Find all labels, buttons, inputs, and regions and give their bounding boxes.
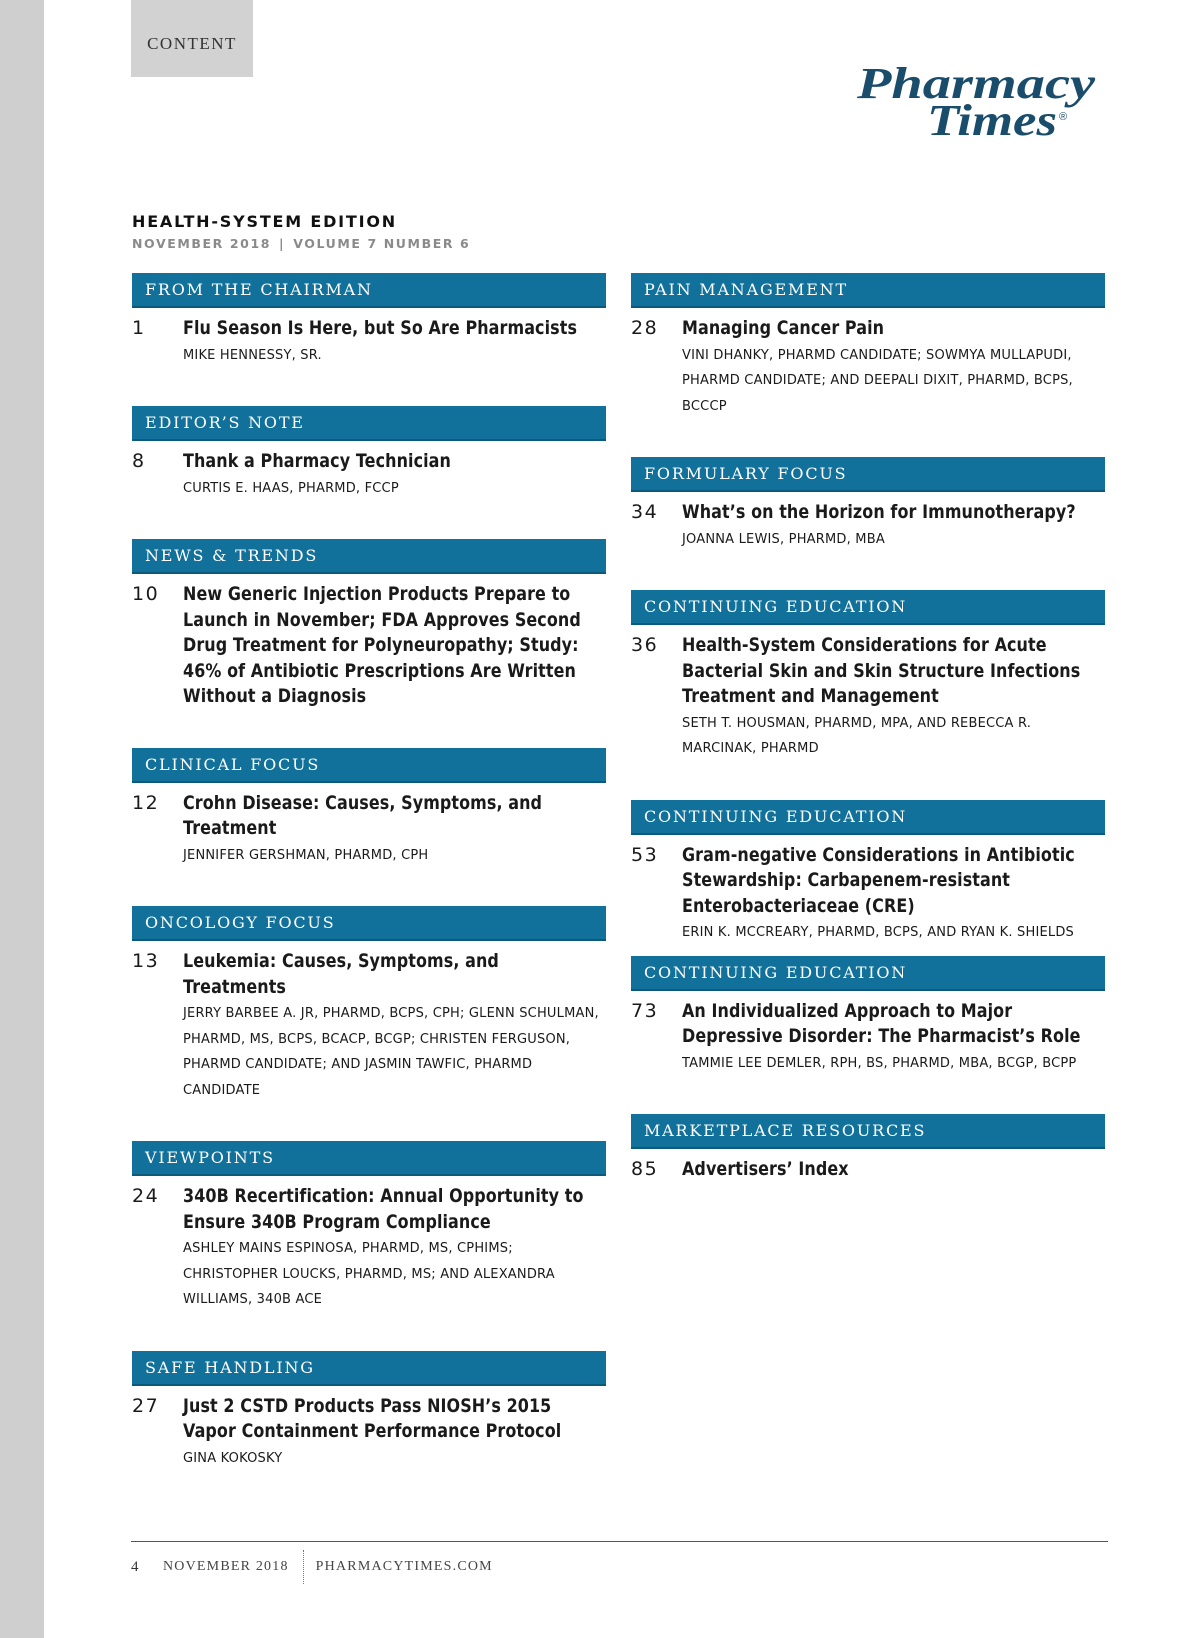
entry-title[interactable]: Gram-negative Considerations in Antibiotic Stewardship: Carbapenem-resistant Enterobacteriaceae (CRE) [682,843,1075,917]
entry-authors: JERRY BARBEE A. JR, PHARMD, BCPS, CPH; GLENN SCHULMAN, PHARMD, MS, BCPS, BCACP, BCGP; CHRISTEN FERGUSON, PHARMD CANDIDATE; AND JASMIN TAWFIC, PHARMD CANDIDATE [183,1006,599,1098]
entry-title[interactable]: Managing Cancer Pain [682,317,885,339]
entry-body [682,1157,1105,1183]
edition-info [132,212,470,251]
entry-page-number: 73 [631,999,659,1022]
entry-body [183,1394,606,1472]
section-heading: VIEWPOINTS [132,1141,606,1176]
entry-page-number: 27 [132,1394,160,1417]
section-heading: FORMULARY FOCUS [631,457,1105,492]
entry-body [682,999,1105,1077]
entry-authors: MIKE HENNESSY, SR. [183,347,322,363]
toc-section [631,800,1105,946]
logo-line2: Times [927,96,1057,145]
section-heading: SAFE HANDLING [132,1351,606,1386]
page-footer [131,1550,493,1584]
toc-entry[interactable] [132,449,606,501]
toc-section [132,748,606,869]
footer-date: NOVEMBER 2018 [163,1559,289,1574]
entry-page-number: 85 [631,1158,659,1180]
section-heading: CONTINUING EDUCATION [631,800,1105,835]
toc-entry[interactable] [631,633,1105,762]
entry-authors: JOANNA LEWIS, PHARMD, MBA [682,531,885,547]
toc-entry[interactable] [132,1184,606,1313]
toc-entry[interactable] [631,500,1105,552]
toc-section [132,1141,606,1313]
entry-authors: TAMMIE LEE DEMLER, RPH, BS, PHARMD, MBA, BCGP, BCPP [682,1055,1077,1071]
entry-authors: VINI DHANKY, PHARMD CANDIDATE; SOWMYA MULLAPUDI, PHARMD CANDIDATE; AND DEEPALI DIXIT, PHARMD, BCPS, BCCCP [682,347,1073,414]
toc-entry[interactable] [132,582,606,710]
entry-body [183,791,606,869]
toc-entry[interactable] [631,1157,1105,1183]
logo-registered: ® [1059,111,1068,123]
entry-authors: CURTIS E. HAAS, PHARMD, FCCP [183,480,399,496]
pharmacy-times-logo [855,58,1105,148]
section-heading: EDITOR’S NOTE [132,406,606,441]
entry-page-number: 13 [132,950,160,972]
section-heading: MARKETPLACE RESOURCES [631,1114,1105,1149]
entry-body [183,449,606,501]
toc-section [631,457,1105,552]
footer-divider [303,1550,304,1584]
toc-section [132,273,606,368]
entry-authors: SETH T. HOUSMAN, PHARMD, MPA, AND REBECCA R. MARCINAK, PHARMD [682,715,1032,756]
entry-title[interactable]: Thank a Pharmacy Technician [183,450,451,472]
entry-title[interactable]: Flu Season Is Here, but So Are Pharmacists [183,317,578,339]
toc-entry[interactable] [631,316,1105,419]
toc-entry[interactable] [132,316,606,368]
toc-entry[interactable] [132,791,606,869]
section-heading: NEWS & TRENDS [132,539,606,574]
toc-section [132,1351,606,1472]
entry-body [682,316,1105,419]
entry-body [682,843,1105,946]
entry-page-number: 53 [631,843,659,866]
entry-page-number: 28 [631,317,659,339]
entry-title[interactable]: 340B Recertification: Annual Opportunity to Ensure 340B Program Compliance [183,1185,584,1233]
entry-body [183,316,606,368]
section-heading: PAIN MANAGEMENT [631,273,1105,308]
entry-body [183,949,606,1103]
edition-volume: VOLUME 7 NUMBER 6 [293,236,471,251]
page-gutter [0,0,44,1638]
entry-authors: ASHLEY MAINS ESPINOSA, PHARMD, MS, CPHIMS; CHRISTOPHER LOUCKS, PHARMD, MS; AND ALEXANDRA WILLIAMS, 340B ACE [183,1241,555,1307]
toc-section [132,406,606,501]
entry-title[interactable]: An Individualized Approach to Major Depressive Disorder: The Pharmacist’s Role [682,999,1081,1047]
entry-page-number: 34 [631,501,659,523]
toc-entry[interactable] [631,999,1105,1077]
entry-title[interactable]: New Generic Injection Products Prepare to Launch in November; FDA Approves Second Drug Treatment for Polyneuropathy; Study: 46% of Antibiotic Prescriptions Are Written Without a Diagnosis [183,583,581,707]
section-heading: CLINICAL FOCUS [132,748,606,783]
section-heading: CONTINUING EDUCATION [631,956,1105,991]
content-tab-label: CONTENT [147,33,237,53]
toc-right-column [631,273,1105,1221]
footer-rule [131,1541,1108,1542]
content-tab [131,0,253,77]
entry-title[interactable]: Just 2 CSTD Products Pass NIOSH’s 2015 Vapor Containment Performance Protocol [183,1394,562,1442]
entry-page-number: 10 [132,583,160,605]
logo-line1: Pharmacy [855,59,1096,108]
toc-entry[interactable] [132,949,606,1103]
toc-section [132,539,606,710]
entry-body [183,582,606,710]
entry-body [183,1184,606,1313]
entry-page-number: 12 [132,791,160,814]
edition-date: NOVEMBER 2018 [132,236,272,251]
entry-authors: ERIN K. MCCREARY, PHARMD, BCPS, AND RYAN K. SHIELDS [682,925,1075,940]
entry-body [682,633,1105,762]
entry-title[interactable]: Health-System Considerations for Acute Bacterial Skin and Skin Structure Infections Treatment and Management [682,634,1081,707]
toc-section [631,956,1105,1077]
entry-page-number: 24 [132,1185,160,1207]
entry-title[interactable]: Leukemia: Causes, Symptoms, and Treatments [183,950,499,998]
entry-body [682,500,1105,552]
entry-authors: GINA KOKOSKY [183,1450,283,1466]
toc-entry[interactable] [631,843,1105,946]
footer-site-link[interactable]: PHARMACYTIMES.COM [315,1559,493,1574]
section-heading: ONCOLOGY FOCUS [132,906,606,941]
entry-page-number: 1 [132,317,146,339]
edition-title: HEALTH-SYSTEM EDITION [132,212,397,231]
entry-page-number: 8 [132,450,146,472]
entry-authors: JENNIFER GERSHMAN, PHARMD, CPH [183,847,429,863]
toc-section [631,590,1105,762]
section-heading: FROM THE CHAIRMAN [132,273,606,308]
toc-entry[interactable] [132,1394,606,1472]
entry-page-number: 36 [631,634,659,656]
toc-left-column [132,273,606,1509]
entry-title[interactable]: Crohn Disease: Causes, Symptoms, and Treatment [183,791,543,839]
section-heading: CONTINUING EDUCATION [631,590,1105,625]
edition-separator: | [279,236,286,251]
entry-title[interactable]: What’s on the Horizon for Immunotherapy? [682,501,1076,523]
toc-section [132,906,606,1103]
footer-page-number: 4 [131,1558,139,1575]
entry-title[interactable]: Advertisers’ Index [682,1158,849,1180]
toc-section [631,1114,1105,1183]
toc-section [631,273,1105,419]
edition-meta [132,236,470,251]
